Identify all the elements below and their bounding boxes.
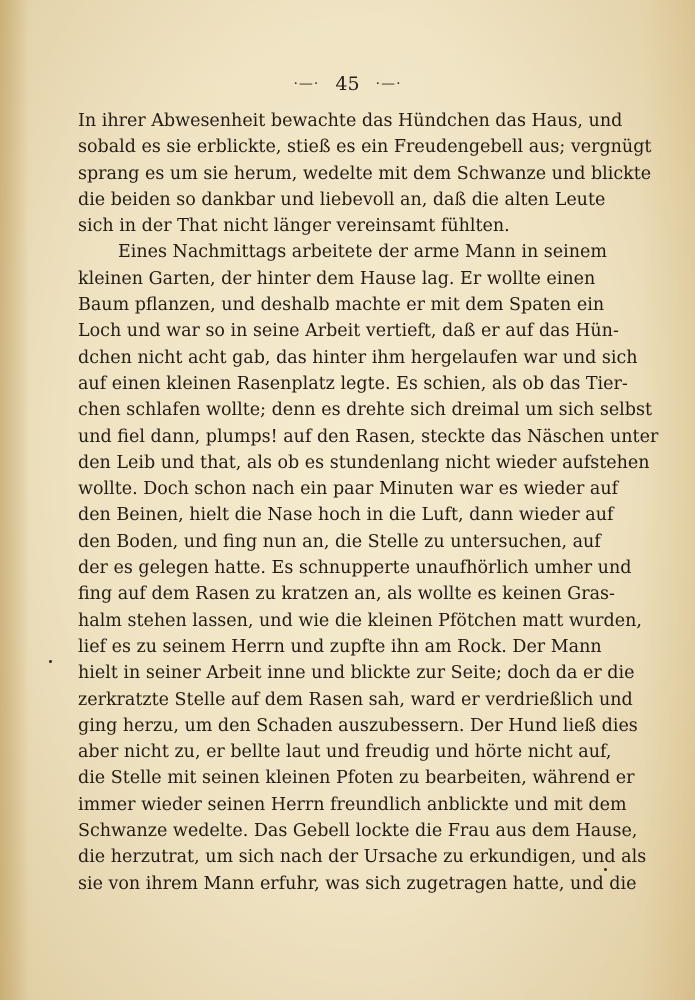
page-number: 45 xyxy=(335,73,360,95)
text-line: der es gelegen hatte. Es schnupperte unaufhörlich umher und xyxy=(78,558,632,579)
text-line: wollte. Doch schon nach ein paar Minuten war es wieder auf xyxy=(78,479,619,500)
text-line: den Beinen, hielt die Nase hoch in die Luft, dann wieder auf xyxy=(78,505,614,526)
text-line: die Stelle mit seinen kleinen Pfoten zu bearbeiten, während er xyxy=(78,768,635,789)
page-header xyxy=(0,72,695,95)
text-line: zerkratzte Stelle auf dem Rasen sah, ward er verdrießlich und xyxy=(78,689,633,710)
body-text xyxy=(78,108,659,897)
text-line: hielt in seiner Arbeit inne und blickte zur Seite; doch da er die xyxy=(78,663,635,684)
header-ornament-right: ·—· xyxy=(375,76,402,92)
text-line: Schwanze wedelte. Das Gebell lockte die Frau aus dem Hause, xyxy=(78,821,638,842)
text-line: fing auf dem Rasen zu kratzen an, als wollte es keinen Gras- xyxy=(78,584,615,605)
text-line: sich in der That nicht länger vereinsamt fühlten. xyxy=(78,216,510,237)
text-line: sie von ihrem Mann erfuhr, was sich zugetragen hatte, und die xyxy=(78,873,637,894)
text-line: immer wieder seinen Herrn freundlich anblickte und mit dem xyxy=(78,794,627,815)
header-ornament-left: ·—· xyxy=(293,76,320,92)
page-edge-stain xyxy=(0,0,30,1000)
ink-speck xyxy=(604,868,607,871)
text-line: Baum pflanzen, und deshalb machte er mit dem Spaten ein xyxy=(78,295,605,316)
text-line: den Boden, und fing nun an, die Stelle zu untersuchen, auf xyxy=(78,531,601,552)
text-line: lief es zu seinem Herrn und zupfte ihn am Rock. Der Mann xyxy=(78,636,602,657)
text-line: In ihrer Abwesenheit bewachte das Hündchen das Haus, und xyxy=(78,111,623,131)
text-line: auf einen kleinen Rasenplatz legte. Es schien, als ob das Tier- xyxy=(78,373,628,394)
text-line: dchen nicht acht gab, das hinter ihm hergelaufen war und sich xyxy=(78,347,638,368)
text-line: aber nicht zu, er bellte laut und freudig und hörte nicht auf, xyxy=(78,742,612,763)
text-line: ging herzu, um den Schaden auszubessern. Der Hund ließ dies xyxy=(78,715,638,736)
text-line: chen schlafen wollte; denn es drehte sich dreimal um sich selbst xyxy=(78,400,652,421)
text-line: die beiden so dankbar und liebevoll an, daß die alten Leute xyxy=(78,189,606,210)
text-line: die herzutrat, um sich nach der Ursache zu erkundigen, und als xyxy=(78,847,647,868)
text-line: Loch und war so in seine Arbeit vertieft, daß er auf das Hün- xyxy=(78,321,619,342)
ink-speck xyxy=(49,660,52,663)
text-line: kleinen Garten, der hinter dem Hause lag. Er wollte einen xyxy=(78,268,596,289)
text-line: Eines Nachmittags arbeitete der arme Mann in seinem xyxy=(118,242,607,263)
text-line: und fiel dann, plumps! auf den Rasen, steckte das Näschen unter xyxy=(78,426,659,447)
text-line: den Leib und that, als ob es stundenlang nicht wieder aufstehen xyxy=(78,452,650,473)
text-line: sprang es um sie herum, wedelte mit dem Schwanze und blickte xyxy=(78,163,652,184)
text-line: halm stehen lassen, und wie die kleinen Pfötchen matt wurden, xyxy=(78,610,642,631)
text-line: sobald es sie erblickte, stieß es ein Freudengebell aus; vergnügt xyxy=(78,137,652,158)
